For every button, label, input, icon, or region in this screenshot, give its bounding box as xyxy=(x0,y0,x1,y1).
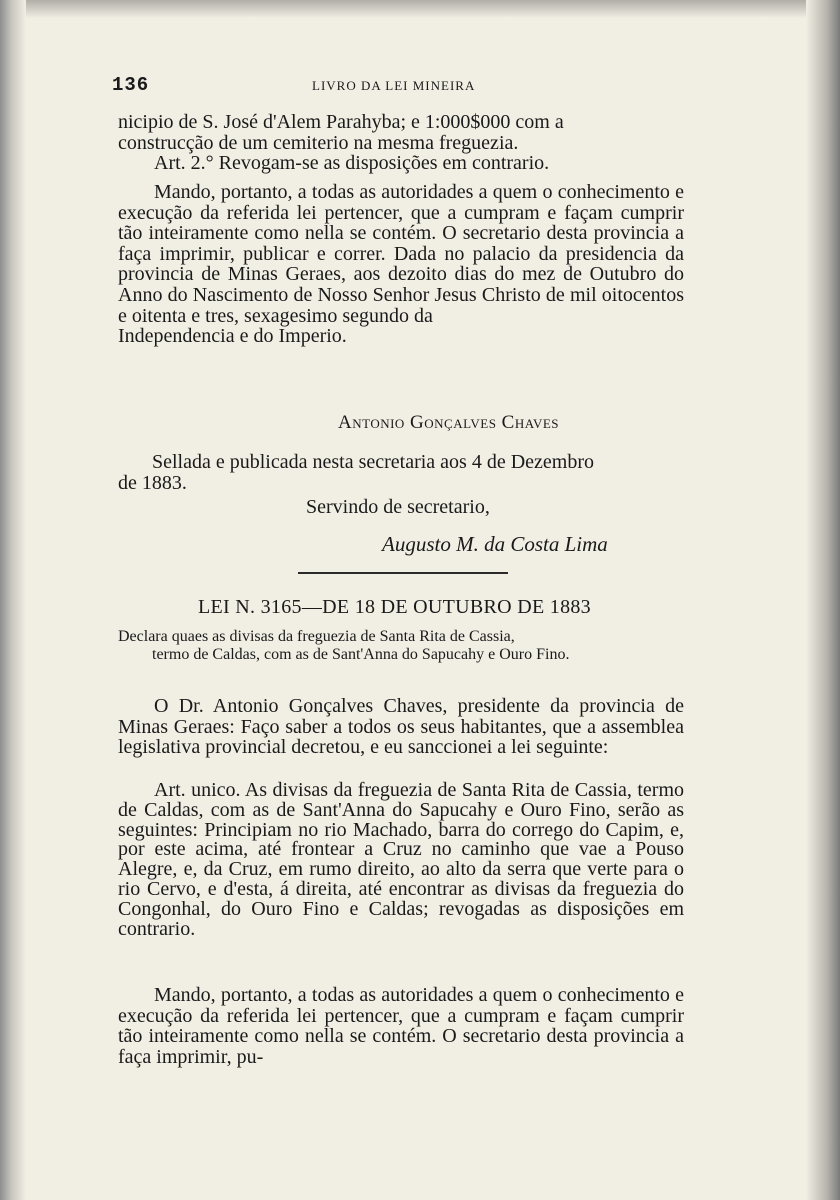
page-edge-left xyxy=(0,0,26,1200)
paragraph-mando-last-line: Independencia e do Imperio. xyxy=(118,325,347,348)
text-line: construcção de um cemiterio na mesma freguezia. xyxy=(118,131,519,154)
text-line: nicipio de S. José d'Alem Parahyba; e 1:000$000 com a xyxy=(118,111,564,133)
page-edge-top xyxy=(0,0,840,18)
law-summary xyxy=(118,628,684,663)
law-closing-text: Mando, portanto, a todas as autoridades a quem o conhecimento e execução da referida lei pertencer, que a cumpram e façam cumprir tão inteiramente como nella se contém. O secretario desta provincia a faça imprimir, pu- xyxy=(118,984,684,1068)
article-2: Art. 2.° Revogam-se as disposições em contrario. xyxy=(154,152,550,175)
section-divider xyxy=(298,572,508,574)
secretary-label: Servindo de secretario, xyxy=(306,496,490,518)
running-head xyxy=(112,74,682,98)
law-article-text: Art. unico. As divisas da freguezia de Santa Rita de Cassia, termo de Caldas, com as de Sant'Anna do Sapucahy e Ouro Fino, serão as seguintes: Principiam no rio Machado, barra do corrego do Capim, e, por este acima, até frontear a Cruz no caminho que vae a Pouso Alegre, e, da Cruz, em rumo direito, ao alto da serra que verte para o rio Cervo, e d'esta, á direita, até encontrar as divisas da freguezia do Congonhal, do Ouro Fino e Caldas; revogadas as disposições em contrario. xyxy=(118,779,684,940)
sealed-note xyxy=(118,452,684,493)
law-closing xyxy=(118,985,684,1067)
paragraph-mando xyxy=(118,182,684,347)
law-title: LEI N. 3165—DE 18 DE OUTUBRO DE 1883 xyxy=(198,596,591,618)
law-preamble-text: O Dr. Antonio Gonçalves Chaves, presidente da provincia de Minas Geraes: Faço saber a todos os seus habitantes, que a assemblea legislativa provincial decretou, e eu sanccionei a lei seguinte: xyxy=(118,695,684,759)
secretary-signature: Augusto M. da Costa Lima xyxy=(382,532,608,556)
law-preamble xyxy=(118,696,684,758)
page-edge-right xyxy=(806,0,840,1200)
sealed-line: Sellada e publicada nesta secretaria aos 4 de Dezembro xyxy=(152,451,595,473)
sealed-year: de 1883. xyxy=(118,471,187,494)
law-summary-first-line: Declara quaes as divisas da freguezia de Santa Rita de Cassia, xyxy=(118,628,515,645)
law-article xyxy=(118,781,684,939)
page-number: 136 xyxy=(112,74,150,96)
running-title: LIVRO DA LEI MINEIRA xyxy=(312,78,476,93)
paragraph-mando-body: Mando, portanto, a todas as autoridades a quem o conhecimento e execução da referida lei pertencer, que a cumpram e façam cumprir tão inteiramente como nella se contém. O secretario desta provincia a faça imprimir, publicar e correr. Dada no palacio da presidencia da provincia de Minas Geraes, aos dezoito dias do mez de Outubro do Anno do Nascimento de Nosso Senhor Jesus Christo de mil oitocentos e oitenta e tres, sexagesimo segundo da xyxy=(118,181,684,327)
paragraph-previous-law-end xyxy=(118,112,684,174)
law-summary-rest: termo de Caldas, com as de Sant'Anna do Sapucahy e Ouro Fino. xyxy=(152,645,570,663)
president-signature: Antonio Gonçalves Chaves xyxy=(338,412,560,433)
